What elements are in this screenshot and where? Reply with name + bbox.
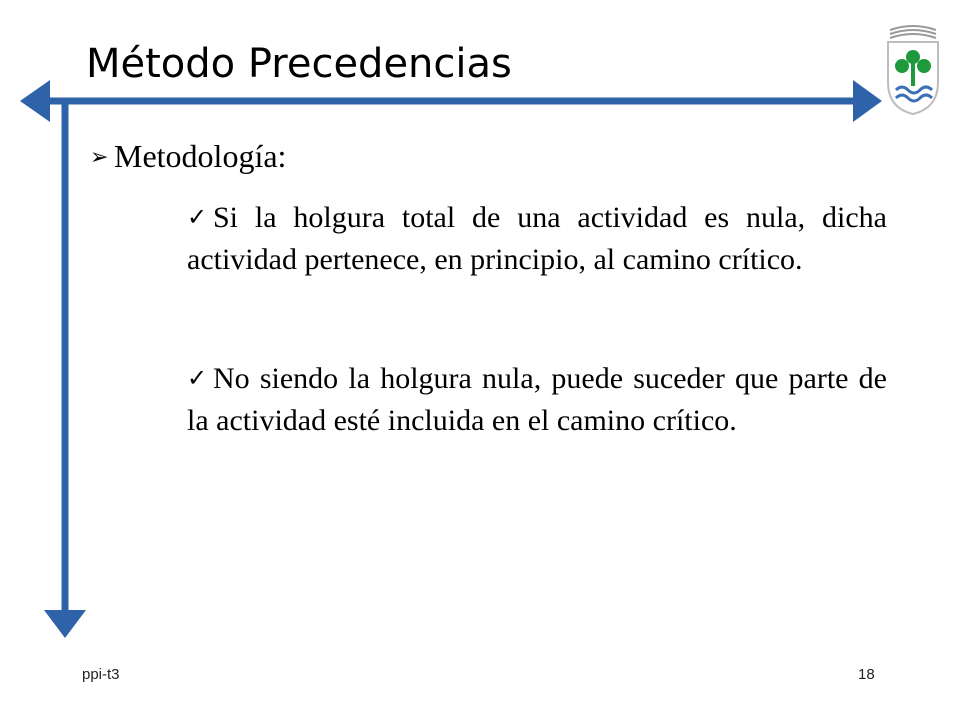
right-arrowhead xyxy=(853,80,882,122)
bullet-item xyxy=(187,196,887,281)
checkmark-icon: ✓ xyxy=(187,364,208,392)
left-arrowhead xyxy=(20,80,50,122)
section-heading xyxy=(90,136,286,178)
bullet-item-text: No siendo la holgura nula, puede suceder que parte de la actividad esté incluida en el camino crítico. xyxy=(187,362,887,437)
arrow-bullet-icon: ➢ xyxy=(90,145,109,170)
bullet-item xyxy=(187,357,887,442)
bullet-item-text: Si la holgura total de una actividad es nula, dicha actividad pertenece, en principio, al camino crítico. xyxy=(187,201,887,276)
section-heading-text: Metodología: xyxy=(114,138,287,174)
university-logo-icon xyxy=(882,20,944,116)
page-number: 18 xyxy=(858,666,875,683)
down-arrowhead xyxy=(44,610,86,638)
checkmark-icon: ✓ xyxy=(187,203,208,231)
footer-label: ppi-t3 xyxy=(82,666,120,683)
slide-title: Método Precedencias xyxy=(86,41,512,87)
